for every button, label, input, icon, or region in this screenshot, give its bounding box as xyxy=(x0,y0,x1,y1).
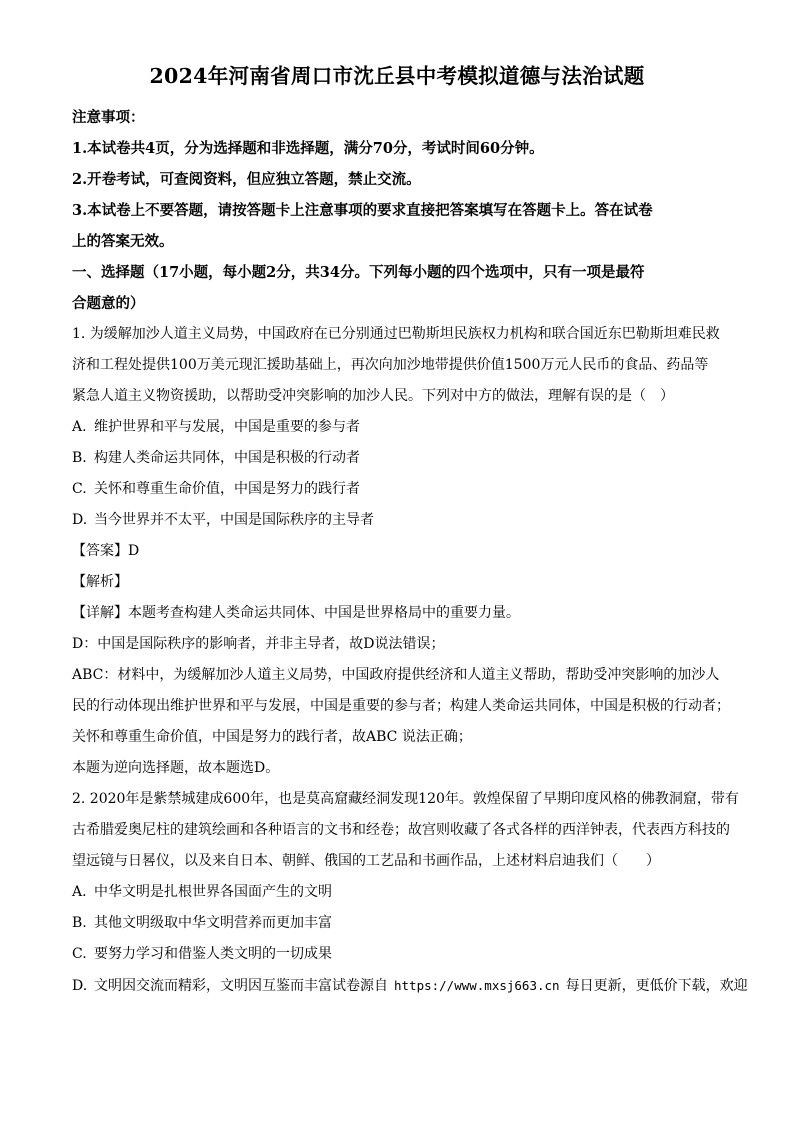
question-2-line: 2. 2020年是紫禁城建成600年，也是莫高窟藏经洞发现120年。敦煌保留了早期印度风格的佛教洞窟，带有 xyxy=(72,791,739,807)
explanation-line: ABC：材料中，为缓解加沙人道主义局势，中国政府提供经济和人道主义帮助，帮助受冲突影响的加沙人 xyxy=(72,667,720,683)
question-1-option-a: A. 维护世界和平与发展，中国是重要的参与者 xyxy=(72,419,360,435)
exam-page xyxy=(72,62,748,1002)
question-2-line: 望远镜与日晷仪，以及来自日本、朝鲜、俄国的工艺品和书画作品，上述材料启迪我们（ ） xyxy=(72,853,660,869)
question-2-stem xyxy=(72,784,739,877)
explanation-line: 本题为逆向选择题，故本题选D。 xyxy=(72,760,280,776)
question-2-option-c: C. 要努力学习和借鉴人类文明的一切成果 xyxy=(72,946,332,962)
question-2-line: 古希腊爱奥尼柱的建筑绘画和各种语言的文书和经卷；故宫则收藏了各式各样的西洋钟表，代表西方科技的 xyxy=(72,822,730,838)
question-1-option-c: C. 关怀和尊重生命价值，中国是努力的践行者 xyxy=(72,481,360,497)
section-heading-line-2: 合题意的） xyxy=(72,295,145,312)
source-link[interactable]: https://www.mxsj663.cn xyxy=(394,978,560,993)
notice-item-3-cont: 上的答案无效。 xyxy=(72,233,174,250)
notice-item-3: 3.本试卷上不要答题，请按答题卡上注意事项的要求直接把答案填写在答题卡上。答在试卷 xyxy=(72,202,653,219)
notice-item-2: 2.开卷考试，可查阅资料，但应独立答题，禁止交流。 xyxy=(72,171,421,188)
question-1-line: 紧急人道主义物资援助，以帮助受冲突影响的加沙人民。下列对中方的做法，理解有误的是（ ） xyxy=(72,388,674,404)
question-1-stem xyxy=(72,319,722,412)
section-heading-line-1: 一、选择题（17小题，每小题2分，共34分。下列每小题的四个选项中，只有一项是最符 xyxy=(72,264,645,281)
question-1-detail: 【详解】本题考查构建人类命运共同体、中国是世界格局中的重要力量。 xyxy=(72,605,520,621)
notice-heading: 注意事项： xyxy=(72,109,145,126)
question-1-explanation xyxy=(72,629,730,784)
question-1-answer: 【答案】D xyxy=(72,543,140,559)
explanation-line: 民的行动体现出维护世界和平与发展，中国是重要的参与者；构建人类命运共同体，中国是积极的行动者； xyxy=(72,698,730,714)
question-2-option-b: B. 其他文明级取中华文明营养而更加丰富 xyxy=(72,915,332,931)
page-title: 2024年河南省周口市沈丘县中考模拟道德与法治试题 xyxy=(149,64,645,88)
explanation-line: D：中国是国际秩序的影响者，并非主导者，故D说法错误； xyxy=(72,636,445,652)
question-1-line: 1. 为缓解加沙人道主义局势，中国政府在已分别通过巴勒斯坦民族权力机构和联合国近东巴勒斯坦难民救 xyxy=(72,326,720,342)
question-1-option-d: D. 当今世界并不太平，中国是国际秩序的主导者 xyxy=(72,512,374,528)
question-2-option-a: A. 中华文明是扎根世界各国面产生的文明 xyxy=(72,884,332,900)
question-1-analysis-label: 【解析】 xyxy=(72,574,128,590)
notice-item-1: 1.本试卷共4页，分为选择题和非选择题，满分70分，考试时间60分钟。 xyxy=(72,140,544,157)
question-2-option-d: D. 文明因交流而精彩，文明因互鉴而丰富试卷源自 https://www.mxsj663.cn 每日更新，更低价下载，欢迎 xyxy=(72,978,748,994)
footer-promo-text: 每日更新，更低价下载，欢迎 xyxy=(565,978,748,994)
explanation-line: 关怀和尊重生命价值，中国是努力的践行者，故ABC 说法正确； xyxy=(72,729,472,745)
question-1-line: 济和工程处提供100万美元现汇援助基础上，再次向加沙地带提供价值1500万元人民币的食品、药品等 xyxy=(72,357,709,373)
question-1-option-b: B. 构建人类命运共同体，中国是积极的行动者 xyxy=(72,450,360,466)
